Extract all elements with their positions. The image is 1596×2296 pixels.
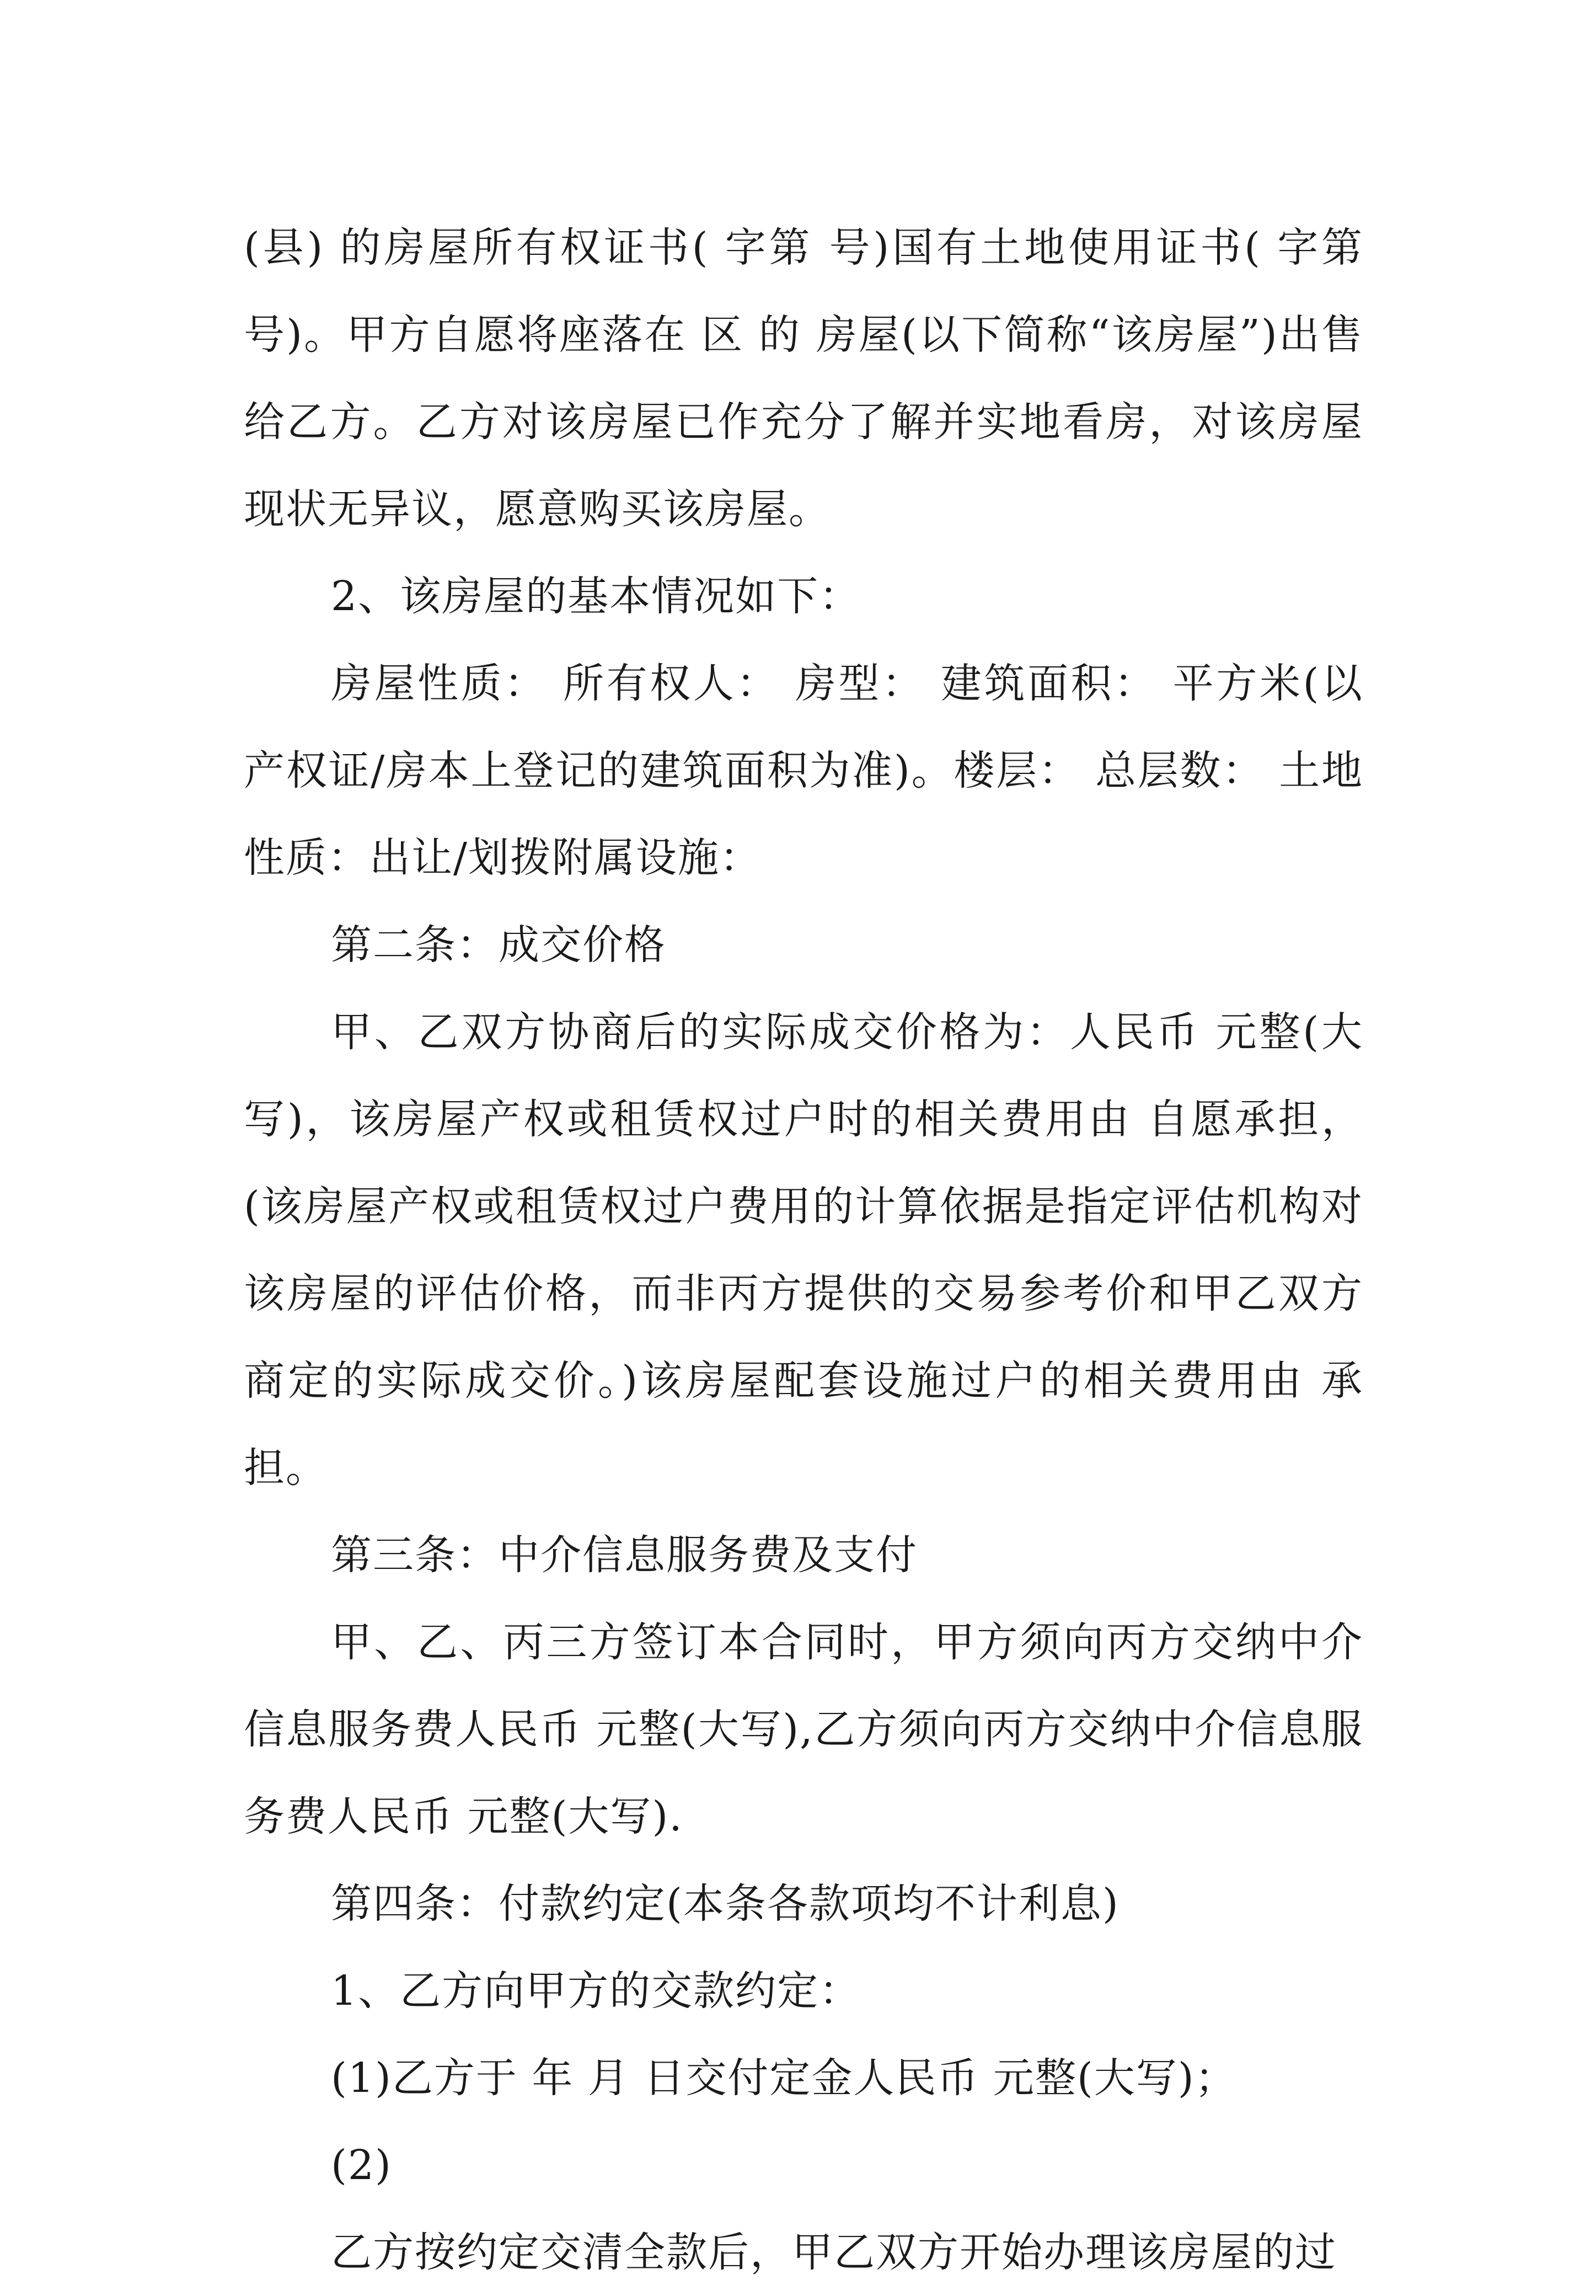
paragraph-service-fee: 甲、乙、丙三方签订本合同时，甲方须向丙方交纳中介信息服务费人民币 元整(大写),乙方须向丙方交纳中介信息服务费人民币 元整(大写). <box>244 1619 1363 1840</box>
paragraph-property-details: 房屋性质： 所有权人： 房型： 建筑面积： 平方米(以产权证/房本上登记的建筑面积为准)。楼层： 总层数： 土地性质：出让/划拨附属设施： <box>244 660 1363 882</box>
paragraph-property-certificate: (县) 的房屋所有权证书( 字第 号)国有土地使用证书( 字第 号)。甲方自愿将座落在 区 的 房屋(以下简称“该房屋”)出售给乙方。乙方对该房屋已作充分了解并实地看房，对该房屋现状无异议，愿意购买该房屋。 <box>244 224 1378 533</box>
paragraph-transfer-process: 乙方按约定交清全款后，甲乙双方开始办理该房屋的过 <box>331 2229 1337 2276</box>
paragraph-deposit: (1)乙方于 年 月 日交付定金人民币 元整(大写)； <box>331 2054 1237 2102</box>
paragraph-basic-info-heading: 2、该房屋的基本情况如下： <box>331 573 861 620</box>
document-body <box>244 204 1378 2296</box>
heading-article-2: 第二条：成交价格 <box>331 921 666 969</box>
heading-article-4: 第四条：付款约定(本条各款项均不计利息) <box>331 1880 1120 1927</box>
paragraph-transaction-price: 甲、乙双方协商后的实际成交价格为：人民币 元整(大写)，该房屋产权或租赁权过户时的相关费用由 自愿承担，(该房屋产权或租赁权过户费用的计算依据是指定评估机构对该房屋的评估价格，而非丙方提供的交易参考价和甲乙双方商定的实际成交价。)该房屋配套设施过户的相关费用由 承担。 <box>244 1008 1363 1492</box>
heading-article-3: 第三条：中介信息服务费及支付 <box>331 1531 918 1579</box>
paragraph-payment-heading: 1、乙方向甲方的交款约定： <box>331 1967 861 2015</box>
paragraph-item-2: (2) <box>331 2142 392 2189</box>
